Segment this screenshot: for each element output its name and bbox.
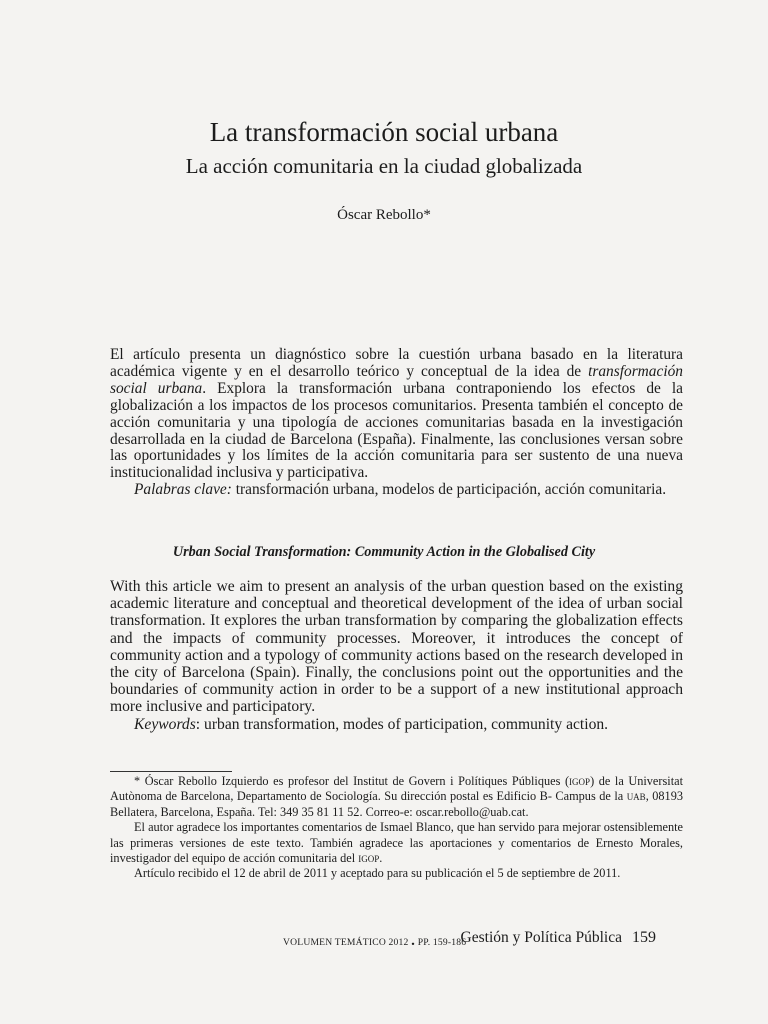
footnote-author: [110, 774, 683, 820]
keywords-es: [110, 482, 683, 499]
abstract-es-italic-term: transformación social urbana: [110, 362, 683, 397]
footer-journal: [461, 928, 656, 948]
footnote-author-text-a: * Óscar Rebollo Izquierdo es profesor del Institut de Govern i Polítiques Públiques (: [134, 774, 570, 788]
footnote-uab-abbrev: uab: [626, 789, 646, 804]
keywords-es-label: Palabras clave:: [134, 481, 232, 499]
keywords-en-label: Keywords: [134, 715, 196, 733]
abstract-es-text-2: . Explora la transformación urbana contraponiendo los efectos de la globalización a los impactos de los procesos comunitarios. Presenta también el concepto de acción comunitaria y una tipología de acciones comunitarias basada en la investigación desarrollada en la ciudad de Barcelona (España). Finalmente, las conclusiones versan sobre las oportunidades y los límites de la acción comunitaria para ser sustento de una nueva institucionalidad inclusiva y participativa.: [110, 379, 684, 482]
footnote-ack-text-b: .: [379, 851, 383, 866]
footer-pages: PP. 159-186: [417, 937, 467, 948]
journal-name: Gestión y Política Pública: [460, 929, 622, 946]
footnote-ack-text-a: El autor agradece los importantes comentarios de Ismael Blanco, que han servido para mejorar ostensiblemente las primeras versiones de este texto. También agradece las aportaciones y comentarios de Ernesto Morales, investigador del equipo de acción comunitaria del: [110, 820, 683, 866]
footer-volume-info: [283, 934, 466, 950]
footnote-igop-abbrev: igop: [569, 774, 591, 788]
article-title: La transformación social urbana: [209, 117, 559, 147]
footnote-author-text-b: ) de la Universitat Autònoma de Barcelona, Departamento de Sociología. Su dirección postal es Edificio B- Campus de la: [110, 774, 683, 804]
page-number: 159: [632, 929, 656, 946]
abstract-english: [110, 578, 683, 733]
author-name: Óscar Rebollo*: [337, 207, 431, 223]
abstract-spanish: [110, 347, 683, 499]
footer-volume: VOLUMEN TEMÁTICO 2012: [283, 937, 409, 948]
keywords-en-list: : urban transformation, modes of participation, community action.: [195, 715, 609, 733]
abstract-en-text: With this article we aim to present an analysis of the urban question based on the existing academic literature and conceptual and theoretical development of the idea of urban social transformation. It explores the urban transformation by comparing the globalization effects and the impacts of community processes. Moreover, it introduces the concept of community action and a typology of community actions based on the research developed in the city of Barcelona (Spain). Finally, the conclusions point out the opportunities and the boundaries of community action in order to be a support of a new institutional approach more inclusive and participatory.: [110, 578, 683, 716]
footnote-ack-igop-abbrev: igop: [358, 851, 380, 866]
keywords-en: [110, 716, 683, 733]
english-title: Urban Social Transformation: Community Action in the Globalised City: [172, 544, 596, 560]
footnote-received: Artículo recibido el 12 de abril de 2011 y aceptado para su publicación el 5 de septiembre de 2011.: [134, 866, 621, 881]
footnote-acknowledgements: [110, 820, 683, 866]
footnote-author-text-c: , 08193 Bellatera, Barcelona, España. Tel: 349 35 81 11 52. Correo-e: oscar.rebollo@uab.cat.: [110, 789, 684, 819]
footnotes: [110, 774, 683, 882]
article-subtitle: La acción comunitaria en la ciudad globalizada: [185, 154, 583, 178]
footer-separator: .: [411, 933, 416, 949]
abstract-es-text-1: El artículo presenta un diagnóstico sobre la cuestión urbana basado en la literatura académica vigente y en el desarrollo teórico y conceptual de la idea de: [110, 346, 683, 380]
keywords-es-list: transformación urbana, modelos de participación, acción comunitaria.: [231, 481, 667, 499]
footnote-rule: [110, 771, 232, 772]
